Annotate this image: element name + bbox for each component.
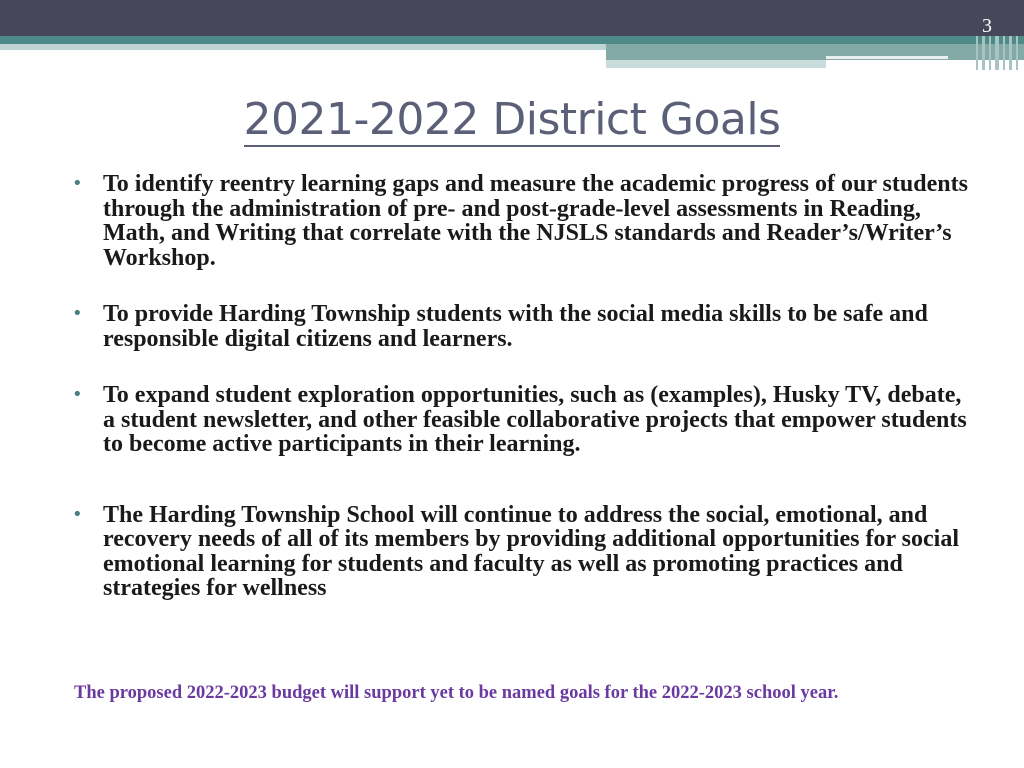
bullet-icon: • <box>72 384 83 405</box>
bullet-icon: • <box>72 173 83 194</box>
goals-list <box>72 172 972 601</box>
goal-text: To identify reentry learning gaps and measure the academic progress of our students through the administration of pre- and post-grade-level assessments in Reading, Math, and Writing that correlate with the NJSLS standards and Reader’s/Writer’s Workshop. <box>103 171 968 271</box>
header-accent-strip <box>826 56 948 59</box>
header-bar <box>0 0 1024 36</box>
bullet-icon: • <box>72 503 83 525</box>
slide-title-text: 2021-2022 District Goals <box>243 94 781 145</box>
goal-item <box>72 383 972 457</box>
goal-item <box>72 172 972 270</box>
goal-text: To expand student exploration opportunities, such as (examples), Husky TV, debate, a student newsletter, and other feasible collaborative projects that empower students to become active participants in their learning. <box>103 382 967 457</box>
header-accent-strip <box>0 44 606 50</box>
goal-text: To provide Harding Township students with the social media skills to be safe and responsible digital citizens and learners. <box>103 301 928 352</box>
bullet-icon: • <box>72 303 83 324</box>
header-accent-strip <box>606 60 826 68</box>
budget-footnote: The proposed 2022-2023 budget will support yet to be named goals for the 2022-2023 school year. <box>74 683 839 703</box>
goal-item <box>72 503 972 601</box>
goal-text: The Harding Township School will continue to address the social, emotional, and recovery needs of all of its members by providing additional opportunities for social emotional learning for students and faculty as well as promoting practices and strategies for wellness <box>103 501 959 601</box>
goal-item <box>72 302 972 351</box>
header-accent-strip <box>606 44 1024 60</box>
slide-title <box>0 94 1024 145</box>
header-decorative-stripes <box>976 36 1024 70</box>
header-accent-band <box>0 36 1024 44</box>
slide-number: 3 <box>982 15 992 37</box>
